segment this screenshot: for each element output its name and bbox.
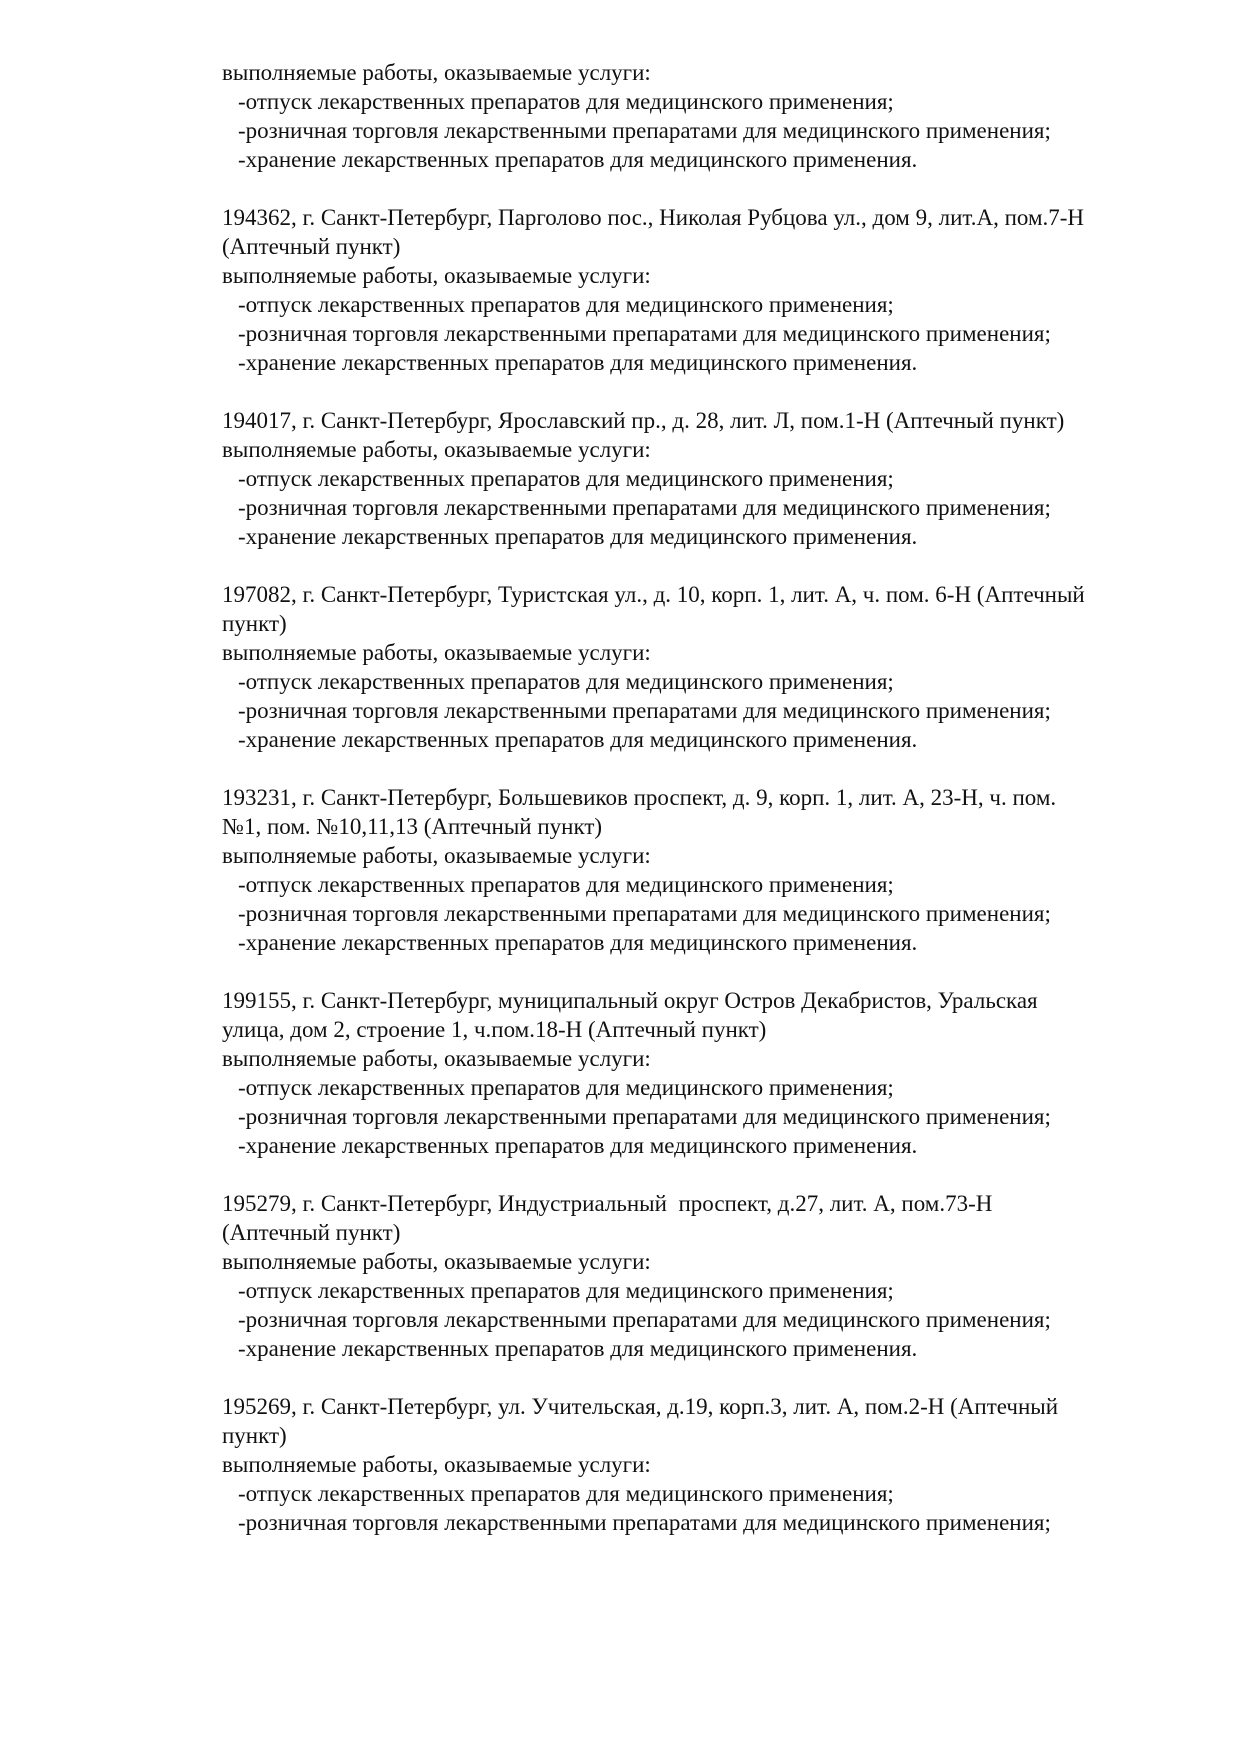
services-label: выполняемые работы, оказываемые услуги:: [222, 263, 651, 288]
service-item: -розничная торговля лекарственными препаратами для медицинского применения;: [238, 901, 1051, 926]
services-label: выполняемые работы, оказываемые услуги:: [222, 437, 651, 462]
service-item: -розничная торговля лекарственными препаратами для медицинского применения;: [238, 321, 1051, 346]
address-line: 193231, г. Санкт-Петербург, Большевиков проспект, д. 9, корп. 1, лит. А, 23-Н, ч. пом.: [222, 785, 1057, 810]
pharmacy-entry: [222, 406, 1182, 551]
service-item: -хранение лекарственных препаратов для медицинского применения.: [238, 1336, 918, 1361]
address-line: 194017, г. Санкт-Петербург, Ярославский пр., д. 28, лит. Л, пом.1-Н (Аптечный пункт): [222, 408, 1065, 433]
address-line: 195279, г. Санкт-Петербург, Индустриальный проспект, д.27, лит. А, пом.73-Н: [222, 1191, 993, 1216]
service-item: -хранение лекарственных препаратов для медицинского применения.: [238, 1133, 918, 1158]
address-line: улица, дом 2, строение 1, ч.пом.18-Н (Аптечный пункт): [222, 1017, 767, 1042]
service-item: -хранение лекарственных препаратов для медицинского применения.: [238, 930, 918, 955]
services-label: выполняемые работы, оказываемые услуги:: [222, 1249, 651, 1274]
services-label: выполняемые работы, оказываемые услуги:: [222, 1452, 651, 1477]
service-item: -хранение лекарственных препаратов для медицинского применения.: [238, 350, 918, 375]
service-item: -розничная торговля лекарственными препаратами для медицинского применения;: [238, 495, 1051, 520]
service-item: -отпуск лекарственных препаратов для медицинского применения;: [238, 872, 894, 897]
service-item: -розничная торговля лекарственными препаратами для медицинского применения;: [238, 698, 1051, 723]
pharmacy-entry: [222, 1392, 1182, 1537]
service-item: -отпуск лекарственных препаратов для медицинского применения;: [238, 1481, 894, 1506]
address-line: (Аптечный пункт): [222, 234, 401, 259]
services-label: выполняемые работы, оказываемые услуги:: [222, 843, 651, 868]
pharmacy-entry: [222, 58, 1182, 174]
service-item: -хранение лекарственных препаратов для медицинского применения.: [238, 147, 918, 172]
services-label: выполняемые работы, оказываемые услуги:: [222, 640, 651, 665]
address-line: 197082, г. Санкт-Петербург, Туристская ул., д. 10, корп. 1, лит. А, ч. пом. 6-Н (Аптечный: [222, 582, 1085, 607]
services-label: выполняемые работы, оказываемые услуги:: [222, 60, 651, 85]
service-item: -отпуск лекарственных препаратов для медицинского применения;: [238, 1075, 894, 1100]
service-item: -отпуск лекарственных препаратов для медицинского применения;: [238, 1278, 894, 1303]
address-line: 194362, г. Санкт-Петербург, Парголово пос., Николая Рубцова ул., дом 9, лит.А, пом.7-Н: [222, 205, 1085, 230]
services-label: выполняемые работы, оказываемые услуги:: [222, 1046, 651, 1071]
service-item: -хранение лекарственных препаратов для медицинского применения.: [238, 727, 918, 752]
service-item: -отпуск лекарственных препаратов для медицинского применения;: [238, 669, 894, 694]
service-item: -отпуск лекарственных препаратов для медицинского применения;: [238, 292, 894, 317]
service-item: -розничная торговля лекарственными препаратами для медицинского применения;: [238, 1510, 1051, 1535]
document-body: [222, 58, 1182, 1566]
service-item: -розничная торговля лекарственными препаратами для медицинского применения;: [238, 118, 1051, 143]
address-line: 195269, г. Санкт-Петербург, ул. Учительская, д.19, корп.3, лит. А, пом.2-Н (Аптечный: [222, 1394, 1059, 1419]
service-item: -розничная торговля лекарственными препаратами для медицинского применения;: [238, 1307, 1051, 1332]
address-line: (Аптечный пункт): [222, 1220, 401, 1245]
pharmacy-entry: [222, 986, 1182, 1160]
service-item: -отпуск лекарственных препаратов для медицинского применения;: [238, 89, 894, 114]
address-line: 199155, г. Санкт-Петербург, муниципальный округ Остров Декабристов, Уральская: [222, 988, 1038, 1013]
pharmacy-entry: [222, 203, 1182, 377]
pharmacy-entry: [222, 783, 1182, 957]
pharmacy-entry: [222, 1189, 1182, 1363]
service-item: -отпуск лекарственных препаратов для медицинского применения;: [238, 466, 894, 491]
service-item: -хранение лекарственных препаратов для медицинского применения.: [238, 524, 918, 549]
address-line: №1, пом. №10,11,13 (Аптечный пункт): [222, 814, 603, 839]
pharmacy-entry: [222, 580, 1182, 754]
address-line: пункт): [222, 611, 287, 636]
address-line: пункт): [222, 1423, 287, 1448]
service-item: -розничная торговля лекарственными препаратами для медицинского применения;: [238, 1104, 1051, 1129]
